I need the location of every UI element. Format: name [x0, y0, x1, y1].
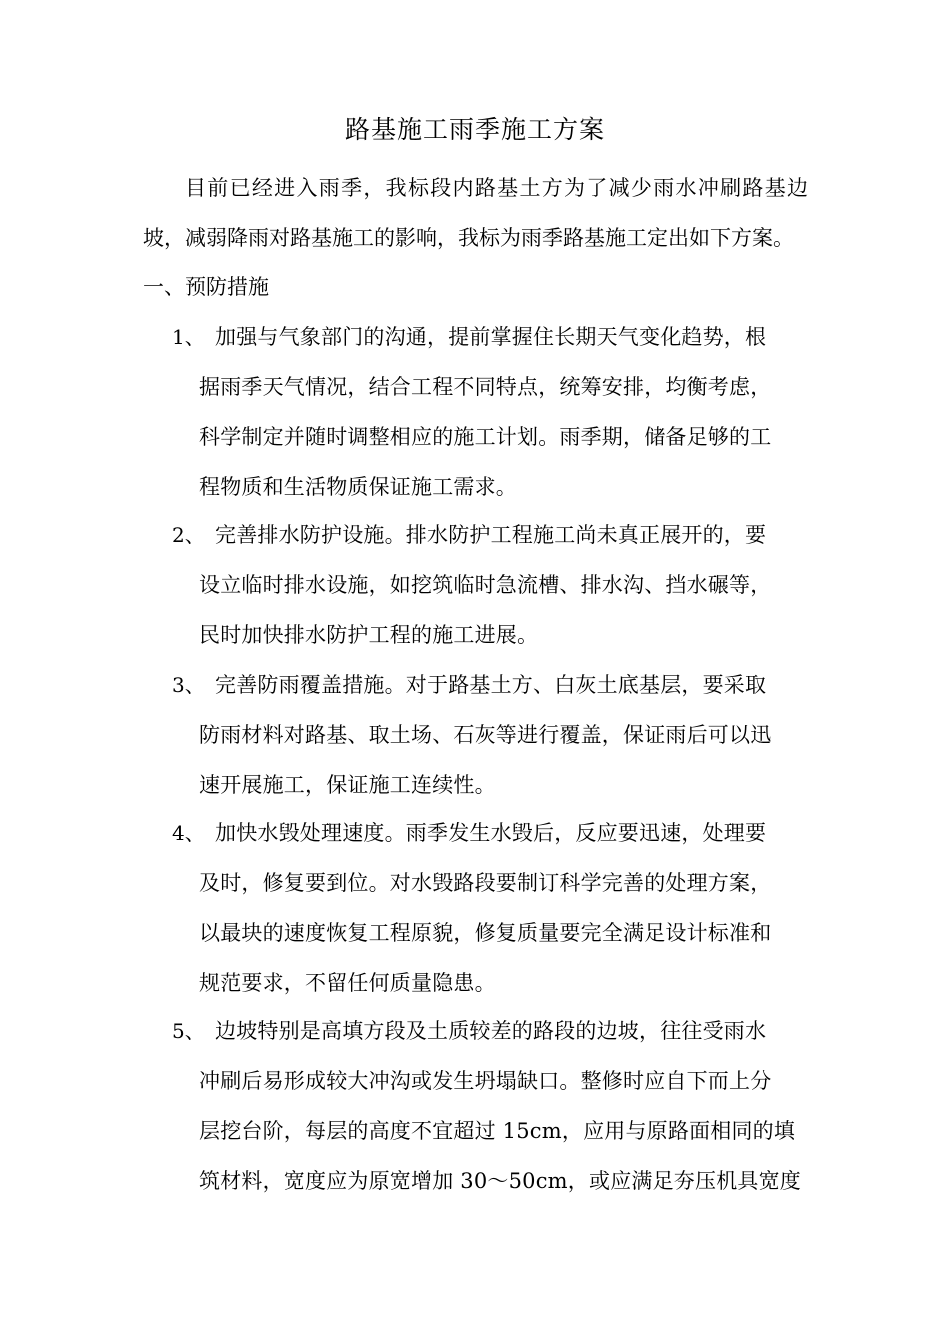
item-line: 完善防雨覆盖措施。对于路基土方、白灰土底基层，要采取 — [215, 673, 767, 697]
item-line: 据雨季天气情况，结合工程不同特点，统筹安排，均衡考虑， — [199, 375, 772, 399]
item-line: 及时，修复要到位。对水毁路段要制订科学完善的处理方案， — [199, 871, 772, 895]
item-line: 加强与气象部门的沟通，提前掌握住长期天气变化趋势，根 — [215, 325, 767, 349]
item-number: 2、 — [172, 523, 205, 547]
intro-paragraph: 目前已经进入雨季，我标段内路基土方为了减少雨水冲刷路基边坡，减弱降雨对路基施工的影响，我标为雨季路基施工定出如下方案。 — [143, 176, 808, 250]
item-line: 层挖台阶，每层的高度不宜超过 15cm，应用与原路面相同的填 — [199, 1119, 796, 1143]
item-line: 科学制定并随时调整相应的施工计划。雨季期，储备足够的工 — [199, 425, 772, 449]
item-line: 以最块的速度恢复工程原貌，修复质量要完全满足设计标准和 — [199, 921, 772, 945]
item-number: 4、 — [172, 821, 205, 845]
item-line: 速开展施工，保证施工连续性。 — [199, 773, 496, 797]
item-line: 程物质和生活物质保证施工需求。 — [199, 475, 517, 499]
item-number: 5、 — [172, 1019, 205, 1043]
document-title: 路基施工雨季施工方案 — [344, 115, 605, 144]
item-line: 完善排水防护设施。排水防护工程施工尚未真正展开的，要 — [215, 523, 767, 547]
item-number: 1、 — [172, 325, 205, 349]
item-line: 边坡特别是高填方段及土质较差的路段的边坡，往往受雨水 — [215, 1019, 767, 1043]
item-line: 加快水毁处理速度。雨季发生水毁后，反应要迅速，处理要 — [215, 821, 767, 845]
item-line: 冲刷后易形成较大冲沟或发生坍塌缺口。整修时应自下而上分 — [199, 1069, 772, 1093]
item-line: 规范要求，不留任何质量隐患。 — [199, 971, 496, 995]
item-line: 设立临时排水设施，如挖筑临时急流槽、排水沟、挡水碾等， — [199, 573, 772, 597]
item-line: 民时加快排水防护工程的施工进展。 — [199, 623, 539, 647]
item-number: 3、 — [172, 673, 205, 697]
item-line: 筑材料，宽度应为原宽增加 30～50cm，或应满足夯压机具宽度 — [199, 1169, 801, 1193]
item-line: 防雨材料对路基、取土场、石灰等进行覆盖，保证雨后可以迅 — [199, 723, 772, 747]
section-heading: 一、预防措施 — [143, 275, 269, 299]
